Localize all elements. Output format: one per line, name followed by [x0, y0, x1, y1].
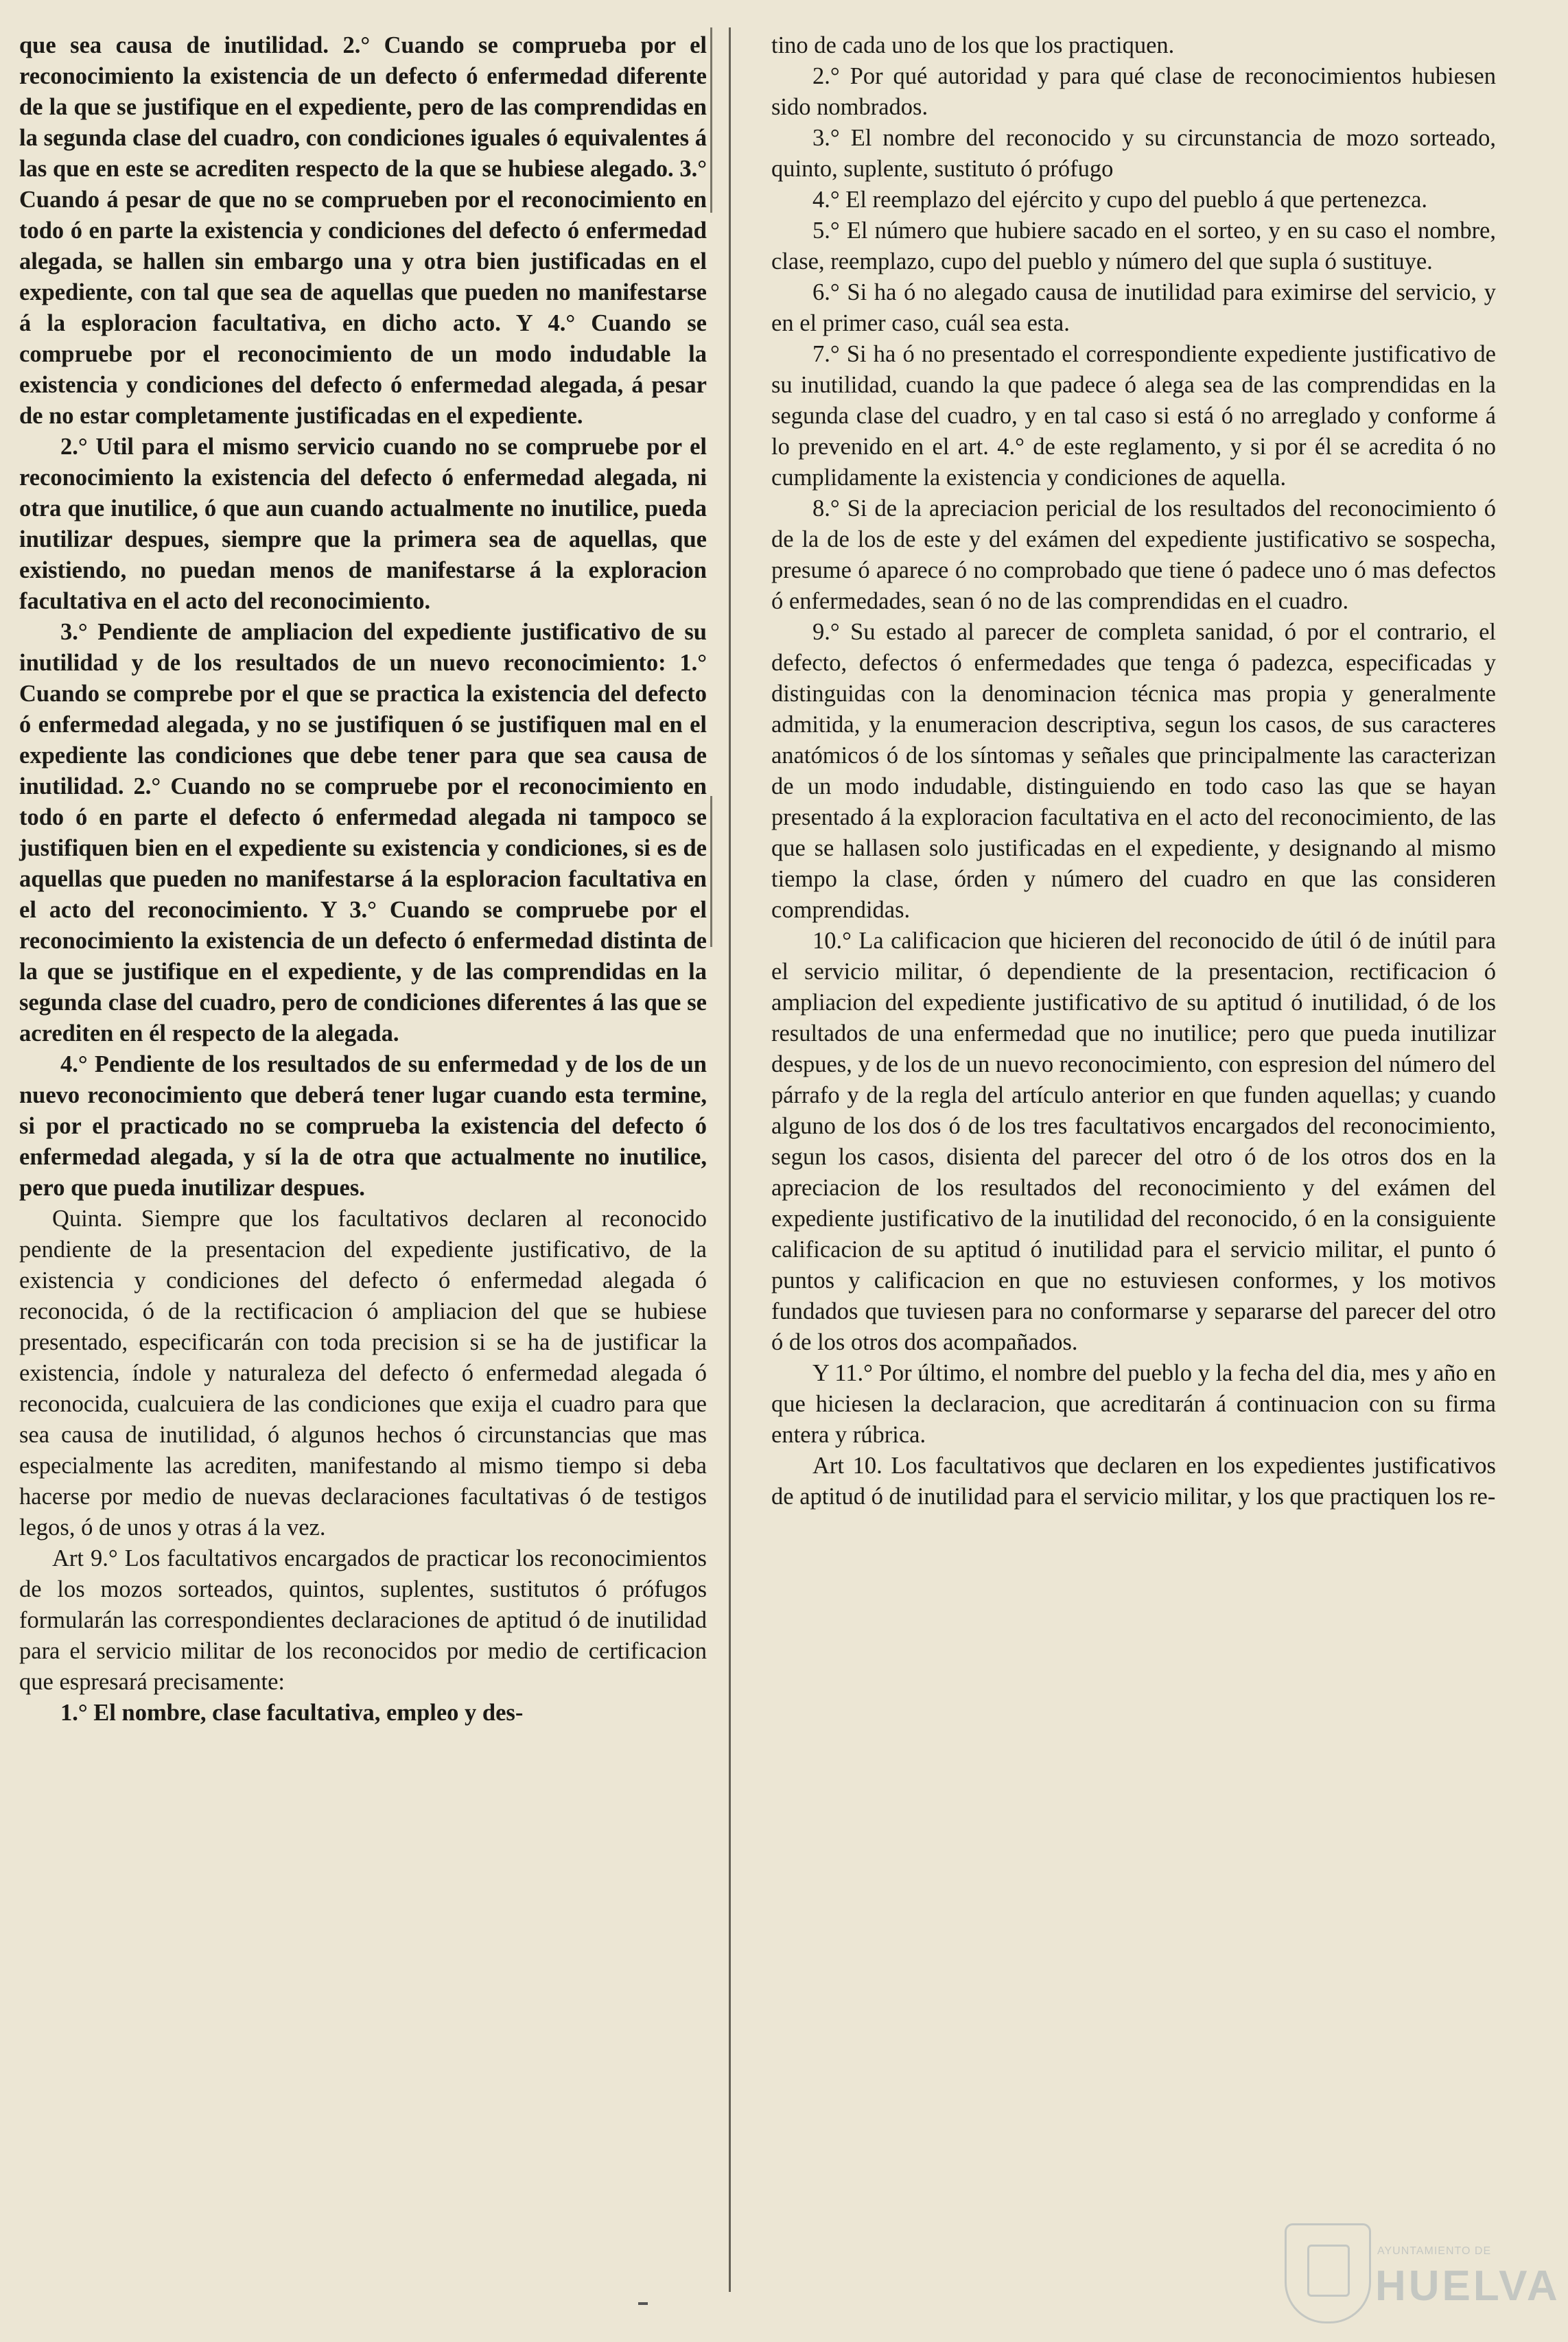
city-shield-icon: [1285, 2223, 1371, 2323]
margin-rule-1: [710, 27, 712, 213]
right-paragraph-9: 9.° Su estado al parecer de completa sanidad, ó por el contrario, el defecto, defectos ó enfermedades que tenga ó padezca, especificadas y distinguidas con la denominacion técnica mas propia y generalmente admitida, y la enumeracion descriptiva, segun los casos, de sus caracteres anatómicos ó de los síntomas y señales que principalmente las caracterizan de un modo indudable, distinguiendo en todo caso las que se hayan presentado á la exploracion facultativa en el acto del reconocimiento, de las que se hallasen solo justificadas en el expediente, y designando al mismo tiempo la clase, órden y número del cuadro en que las consideren comprendidas.: [771, 619, 1496, 923]
left-paragraph-6: Art 9.° Los facultativos encargados de practicar los reconocimientos de los mozos sorteados, quintos, suplentes, sustitutos ó prófugos formularán las correspondientes declaraciones de aptitud ó de inutilidad para el servicio militar de los reconocidos por medio de certificacion que espresará precisamente:: [19, 1545, 707, 1695]
left-paragraph-3: 3.° Pendiente de ampliacion del expediente justificativo de su inutilidad y de los resultados de un nuevo reconocimiento: 1.° Cuando se comprebe por el que se practica la existencia del defecto ó enfermedad alegada, y no se justifiquen ó se justifiquen mal en el expediente las condiciones que debe tener para que sea causa de inutilidad. 2.° Cuando no se compruebe por el reconocimiento en todo ó en parte el defecto ó enfermedad alegada ni tampoco se justifiquen bien en el expediente su existencia y condiciones, si es de aquellas que pueden no manifestarse á la esploracion facultativa en el acto del reconocimiento. Y 3.° Cuando se compruebe por el reconocimiento la existencia de un defecto ó enfermedad distinta de la que se justifique en el expediente, y de las comprendidas en la segunda clase del cuadro, pero de condiciones diferentes á las que se acrediten en él respecto de la alegada.: [19, 619, 707, 1046]
right-paragraph-7: 7.° Si ha ó no presentado el correspondiente expediente justificativo de su inutilidad, cuando la que padece ó alega sea de las comprendidas en la segunda clase del cuadro, y en tal caso si está ó no arreglado y conforme á lo prevenido en el art. 4.° de este reglamento, y si por él se acredita ó no cumplidamente la existencia y condiciones de aquella.: [771, 341, 1496, 491]
right-paragraph-12: Art 10. Los facultativos que declaren en los expedientes justificativos de aptitud ó de inutilidad para el servicio militar, y los que practiquen los re-: [771, 1453, 1496, 1510]
margin-rule-2: [710, 796, 712, 947]
footer-mark: [638, 2302, 648, 2305]
right-paragraph-8: 8.° Si de la apreciacion pericial de los resultados del reconocimiento ó de la de los de este y del exámen del expediente justificativo se sospecha, presume ó aparece ó no comprobado que tiene ó padece uno ó mas defectos ó enfermedades, sean ó no de las comprendidas en el cuadro.: [771, 495, 1496, 614]
right-column: [771, 30, 1496, 1512]
right-paragraph-10: 10.° La calificacion que hicieren del reconocido de útil ó de inútil para el servicio militar, ó dependiente de la presentacion, rectificacion ó ampliacion del expediente justificativo de su aptitud ó inutilidad, ó de los resultados de una enfermedad que no inutilice; pero que pueda inutilizar despues, y de los de un nuevo reconocimiento, con espresion del número del párrafo y de la regla del artículo anterior en que funden aquellas; y cuando alguno de los dos ó de los tres facultativos encargados del reconocimiento, segun los casos, disienta del parecer del otro ó de los otros dos en la apreciacion de los resultados del reconocimiento y del exámen del expediente justificativo de la inutilidad del reconocido, ó en la consiguiente calificacion de su aptitud ó inutilidad para el servicio militar, el punto ó puntos y calificacion en que no estuviesen conformes, y los motivos fundados que tuviesen para no conformarse y separarse del parecer del otro ó de los otros dos acompañados.: [771, 928, 1496, 1355]
column-divider: [729, 27, 731, 2292]
right-paragraph-3: 3.° El nombre del reconocido y su circunstancia de mozo sorteado, quinto, suplente, sustituto ó prófugo: [771, 125, 1496, 182]
archive-watermark: [1285, 2221, 1560, 2323]
right-paragraph-11: Y 11.° Por último, el nombre del pueblo y la fecha del dia, mes y año en que hiciesen la declaracion, que acreditarán á continuacion con su firma entera y rúbrica.: [771, 1360, 1496, 1448]
watermark-big-text: HUELVA: [1375, 2262, 1560, 2310]
left-paragraph-4: 4.° Pendiente de los resultados de su enfermedad y de los de un nuevo reconocimiento que deberá tener lugar cuando esta termine, si por el practicado no se comprueba la existencia del defecto ó enfermedad alegada, y sí la de otra que actualmente no inutilice, pero que pueda inutilizar despues.: [19, 1051, 707, 1201]
left-paragraph-1: que sea causa de inutilidad. 2.° Cuando se comprueba por el reconocimiento la existencia de un defecto ó enfermedad diferente de la que se justifique en el expediente, pero de las comprendidas en la segunda clase del cuadro, con condiciones iguales ó equivalentes á las que en este se acrediten respecto de la que se hubiese alegado. 3.° Cuando á pesar de que no se comprueben por el reconocimiento en todo ó en parte la existencia y condiciones del defecto ó enfermedad alegada, se hallen sin embargo una y otra bien justificadas en el expediente, con tal que sea de aquellas que pueden no manifestarse á la esploracion facultativa, en dicho acto. Y 4.° Cuando se compruebe por el reconocimiento de un modo indudable la existencia y condiciones del defecto ó enfermedad alegada, á pesar de no estar completamente justificadas en el expediente.: [19, 32, 707, 429]
right-paragraph-5: 5.° El número que hubiere sacado en el sorteo, y en su caso el nombre, clase, reemplazo, cupo del pueblo y número del que supla ó sustituye.: [771, 218, 1496, 274]
left-column: [19, 30, 707, 1729]
watermark-small-text: AYUNTAMIENTO DE: [1377, 2245, 1492, 2257]
left-paragraph-7: 1.° El nombre, clase facultativa, empleo y des-: [60, 1700, 524, 1726]
right-paragraph-1: tino de cada uno de los que los practiquen.: [771, 32, 1175, 58]
left-paragraph-5: Quinta. Siempre que los facultativos declaren al reconocido pendiente de la presentacion del expediente justificativo, de la existencia y condiciones del defecto ó enfermedad alegada ó reconocida, ó de la rectificacion ó ampliacion del que se hubiese presentado, especificarán con toda precision si se ha de justificar la existencia, índole y naturaleza del defecto ó enfermedad alegada ó reconocida, cualcuiera de las condiciones que exija el cuadro para que sea causa de inutilidad, ó algunos hechos ó circunstancias que mas especialmente las acrediten, manifestando al mismo tiempo si deba hacerse por medio de nuevas declaraciones facultativas ó de testigos legos, ó de unos y otras á la vez.: [19, 1206, 707, 1541]
right-paragraph-2: 2.° Por qué autoridad y para qué clase de reconocimientos hubiesen sido nombrados.: [771, 63, 1496, 120]
left-paragraph-2: 2.° Util para el mismo servicio cuando no se compruebe por el reconocimiento la existencia del defecto ó enfermedad alegada, ni otra que inutilice, ó que aun cuando actualmente no inutilice, pueda inutilizar despues, siempre que la primera sea de aquellas, que existiendo, no puedan menos de manifestarse á la exploracion facultativa en el acto del reconocimiento.: [19, 434, 707, 614]
right-paragraph-6: 6.° Si ha ó no alegado causa de inutilidad para eximirse del servicio, y en el primer caso, cuál sea esta.: [771, 279, 1496, 336]
right-paragraph-4: 4.° El reemplazo del ejército y cupo del pueblo á que pertenezca.: [812, 187, 1428, 213]
